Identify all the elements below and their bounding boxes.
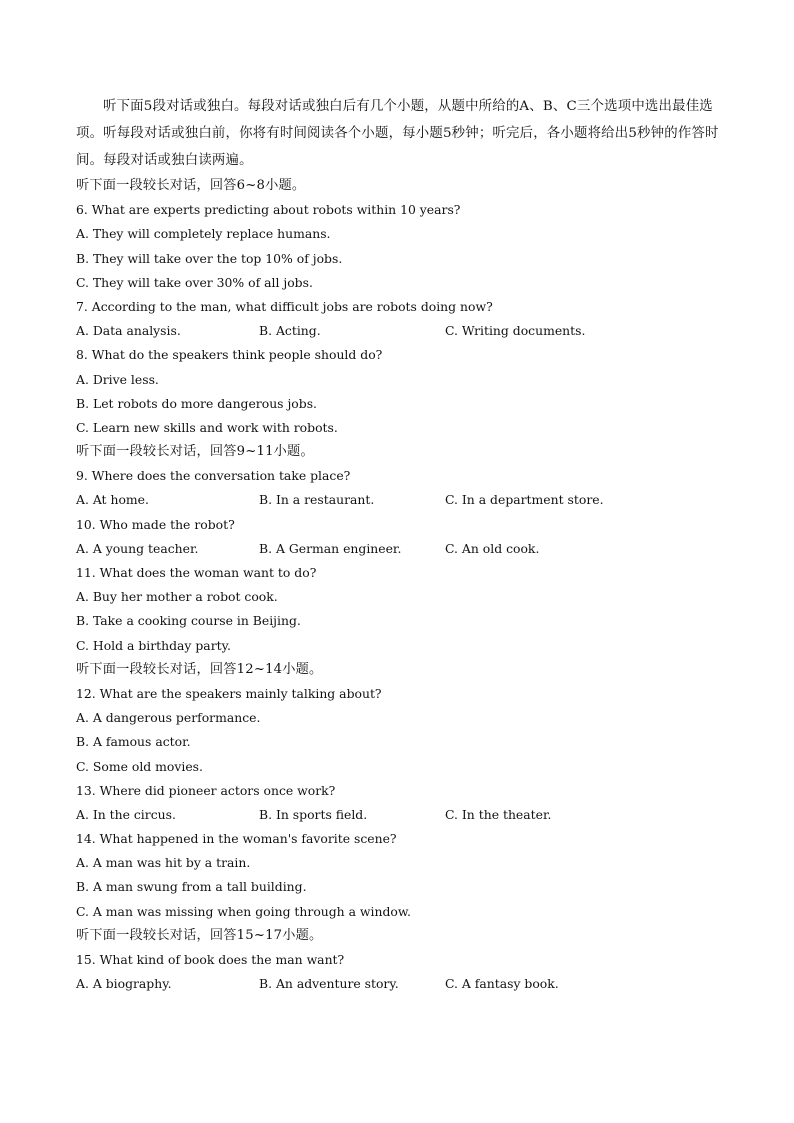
question-12-option-b: B. A famous actor. xyxy=(76,734,191,750)
question-9-option-a: A. At home. xyxy=(76,492,149,508)
question-10-options xyxy=(76,537,721,561)
question-10: 10. Who made the robot? xyxy=(76,516,235,532)
document-page xyxy=(76,93,721,996)
question-7: 7. According to the man, what difficult jobs are robots doing now? xyxy=(76,298,493,314)
question-9-option-b: B. In a restaurant. xyxy=(259,492,375,508)
question-8-option-c: C. Learn new skills and work with robots. xyxy=(76,419,338,435)
question-8-option-a: A. Drive less. xyxy=(76,371,159,387)
section-header-15-17: 听下面一段较长对话，回答15~17小题。 xyxy=(76,927,323,943)
question-8-option-b: B. Let robots do more dangerous jobs. xyxy=(76,395,318,411)
question-13-options xyxy=(76,803,721,827)
question-13-option-c: C. In the theater. xyxy=(445,806,552,822)
question-13-option-a: A. In the circus. xyxy=(76,806,176,822)
section-header-6-8: 听下面一段较长对话，回答6~8小题。 xyxy=(76,178,306,193)
question-14: 14. What happened in the woman's favorite scene? xyxy=(76,831,397,847)
question-11: 11. What does the woman want to do? xyxy=(76,565,317,580)
question-6-option-c: C. They will take over 30% of all jobs. xyxy=(76,274,313,290)
question-14-option-a: A. A man was hit by a train. xyxy=(76,855,251,871)
question-13: 13. Where did pioneer actors once work? xyxy=(76,782,336,798)
question-6: 6. What are experts predicting about robots within 10 years? xyxy=(76,202,461,218)
question-14-option-b: B. A man swung from a tall building. xyxy=(76,879,307,895)
question-9-option-c: C. In a department store. xyxy=(445,492,604,508)
question-12-option-c: C. Some old movies. xyxy=(76,758,203,774)
question-11-option-c: C. Hold a birthday party. xyxy=(76,637,231,653)
question-7-option-c: C. Writing documents. xyxy=(445,323,586,339)
question-7-option-a: A. Data analysis. xyxy=(76,323,181,339)
question-10-option-c: C. An old cook. xyxy=(445,540,540,556)
question-15-option-c: C. A fantasy book. xyxy=(445,976,559,992)
question-6-option-b: B. They will take over the top 10% of jobs. xyxy=(76,250,343,266)
question-15-options xyxy=(76,972,721,996)
question-11-option-b: B. Take a cooking course in Beijing. xyxy=(76,613,301,629)
question-11-option-a: A. Buy her mother a robot cook. xyxy=(76,589,278,605)
question-15-option-a: A. A biography. xyxy=(76,976,172,992)
question-7-option-b: B. Acting. xyxy=(259,323,321,339)
instructions-paragraph: 听下面5段对话或独白。每段对话或独白后有几个小题，从题中所给的A、B、C三个选项中选出最佳选项。听每段对话或独白前，你将有时间阅读各个小题，每小题5秒钟；听完后，各小题将给出5秒钟的作答时间。每段对话或独白读两遍。 xyxy=(76,99,719,168)
question-12-option-a: A. A dangerous performance. xyxy=(76,710,261,726)
question-7-options xyxy=(76,319,721,343)
question-12: 12. What are the speakers mainly talking about? xyxy=(76,685,382,701)
question-10-option-a: A. A young teacher. xyxy=(76,540,199,556)
question-13-option-b: B. In sports field. xyxy=(259,806,368,822)
question-15: 15. What kind of book does the man want? xyxy=(76,952,345,967)
question-8: 8. What do the speakers think people should do? xyxy=(76,347,383,363)
question-15-option-b: B. An adventure story. xyxy=(259,976,399,992)
section-header-12-14: 听下面一段较长对话，回答12~14小题。 xyxy=(76,661,323,677)
question-9: 9. Where does the conversation take place? xyxy=(76,468,351,484)
question-9-options xyxy=(76,488,721,512)
question-6-option-a: A. They will completely replace humans. xyxy=(76,226,331,242)
section-header-9-11: 听下面一段较长对话，回答9~11小题。 xyxy=(76,444,314,460)
question-10-option-b: B. A German engineer. xyxy=(259,540,402,556)
question-14-option-c: C. A man was missing when going through a window. xyxy=(76,903,411,919)
